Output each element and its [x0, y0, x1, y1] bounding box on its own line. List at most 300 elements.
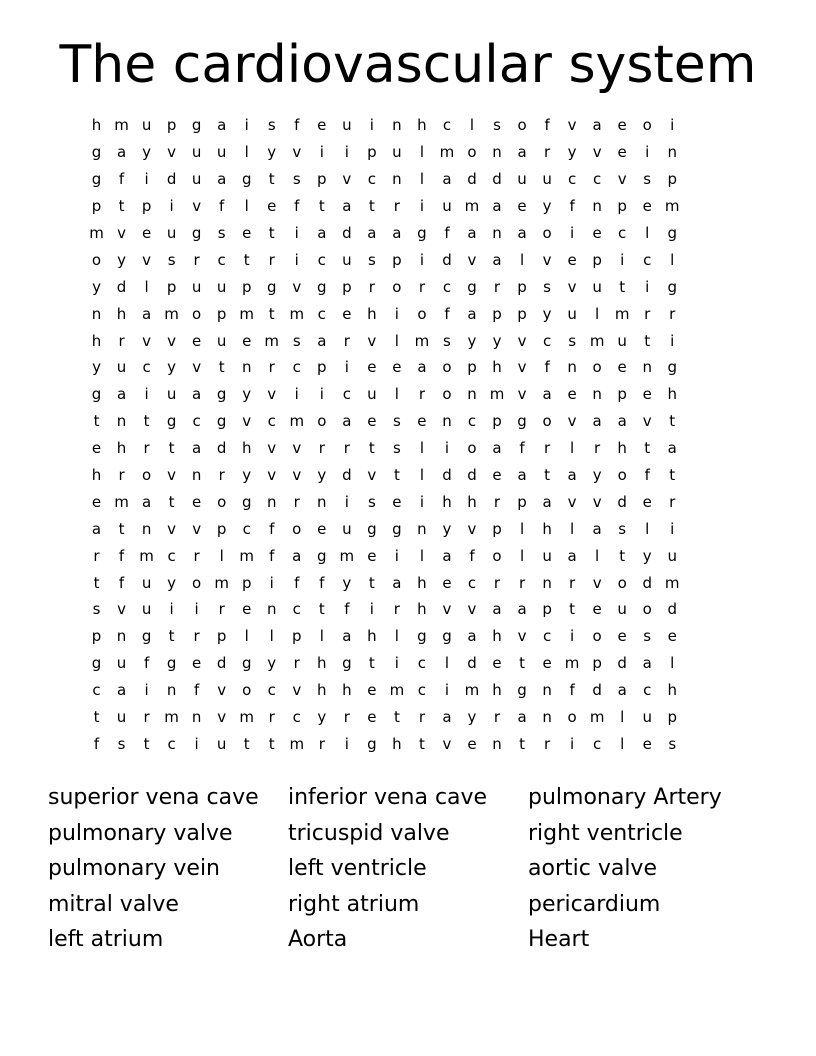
grid-cell: h — [492, 358, 502, 377]
grid-cell: c — [542, 627, 552, 646]
grid-cell: m — [89, 224, 104, 242]
grid-cell: f — [319, 573, 325, 592]
grid-cell: r — [393, 197, 400, 216]
grid-cell: r — [218, 466, 225, 485]
grid-cell: c — [267, 681, 276, 700]
grid-cell: v — [142, 250, 152, 269]
grid-cell: s — [217, 224, 226, 242]
grid-cell: v — [217, 708, 227, 727]
grid-cell: e — [642, 492, 652, 511]
grid-cell: p — [392, 250, 402, 269]
grid-cell: a — [217, 116, 227, 135]
grid-cell: c — [618, 224, 627, 242]
grid-cell: o — [642, 600, 652, 619]
grid-cell: c — [267, 412, 276, 431]
grid-cell: f — [444, 304, 450, 323]
grid-cell: v — [467, 519, 477, 538]
grid-cell: f — [569, 197, 575, 216]
grid-cell: n — [317, 492, 327, 511]
grid-cell: e — [367, 358, 377, 377]
grid-cell: y — [467, 331, 477, 350]
grid-cell: m — [289, 412, 305, 431]
grid-cell: r — [493, 573, 501, 592]
grid-row — [84, 677, 732, 704]
grid-cell: m — [239, 304, 255, 323]
grid-cell: v — [267, 466, 277, 485]
grid-cell: e — [317, 519, 327, 538]
grid-cell: i — [670, 116, 675, 135]
grid-cell: t — [243, 250, 250, 269]
grid-cell: s — [292, 331, 301, 350]
grid-cell: y — [342, 573, 352, 592]
grid-cell: h — [417, 573, 427, 592]
grid-cell: l — [595, 304, 600, 323]
grid-cell: v — [117, 600, 126, 619]
grid-cell: h — [317, 654, 327, 673]
grid-cell: i — [670, 519, 675, 538]
grid-cell: h — [542, 519, 552, 538]
grid-cell: i — [194, 600, 199, 619]
grid-cell: s — [167, 250, 176, 269]
grid-cell: a — [617, 681, 627, 700]
grid-cell: p — [216, 627, 227, 646]
grid-cell: h — [417, 600, 427, 619]
grid-cell: v — [567, 116, 577, 135]
grid-row — [84, 112, 732, 139]
grid-cell: a — [492, 439, 502, 458]
letter-grid — [84, 112, 732, 757]
grid-cell: g — [517, 681, 527, 700]
grid-cell: i — [670, 331, 675, 350]
grid-cell: r — [418, 277, 425, 296]
word-list-item: Heart — [528, 927, 590, 952]
grid-cell: f — [118, 170, 125, 189]
grid-cell: e — [91, 492, 102, 511]
grid-cell: d — [642, 573, 652, 592]
grid-cell: v — [467, 600, 477, 619]
word-list-item: inferior vena cave — [288, 785, 488, 810]
grid-cell: u — [542, 546, 552, 565]
grid-cell: a — [467, 224, 477, 242]
grid-cell: t — [143, 734, 150, 753]
grid-cell: d — [492, 170, 502, 189]
grid-cell: p — [492, 304, 502, 323]
grid-cell: l — [645, 519, 650, 538]
grid-cell: e — [492, 654, 502, 673]
grid-cell: t — [93, 573, 100, 592]
grid-cell: d — [116, 277, 127, 296]
grid-cell: g — [91, 654, 102, 673]
grid-cell: i — [369, 116, 374, 135]
grid-cell: h — [492, 681, 502, 700]
grid-cell: c — [467, 573, 477, 592]
grid-cell: d — [166, 170, 177, 189]
grid-cell: f — [294, 197, 300, 216]
grid-cell: r — [293, 492, 300, 511]
grid-cell: e — [617, 116, 627, 135]
grid-cell: m — [439, 143, 455, 162]
grid-cell: v — [592, 143, 602, 162]
grid-cell: g — [442, 627, 452, 646]
grid-cell: p — [667, 170, 677, 189]
grid-cell: u — [442, 197, 452, 216]
grid-cell: d — [467, 466, 477, 485]
grid-cell: h — [367, 304, 377, 323]
grid-cell: i — [294, 385, 299, 404]
grid-cell: h — [667, 385, 677, 404]
grid-cell: n — [442, 412, 452, 431]
grid-cell: s — [643, 170, 652, 189]
grid-cell: e — [617, 358, 627, 377]
grid-cell: c — [217, 250, 226, 269]
grid-cell: v — [617, 170, 627, 189]
grid-cell: l — [394, 627, 399, 646]
grid-cell: t — [544, 466, 551, 485]
grid-cell: o — [617, 573, 627, 592]
grid-cell: r — [543, 439, 551, 458]
grid-cell: v — [567, 412, 577, 431]
grid-cell: u — [617, 600, 627, 619]
grid-cell: l — [469, 116, 475, 135]
grid-cell: s — [493, 116, 501, 135]
grid-cell: n — [492, 734, 502, 753]
grid-cell: u — [116, 708, 127, 727]
grid-cell: t — [118, 519, 125, 538]
grid-cell: e — [567, 250, 577, 269]
grid-cell: a — [667, 439, 677, 458]
word-list-item: tricuspid valve — [288, 820, 450, 846]
grid-cell: e — [467, 734, 477, 753]
grid-cell: a — [592, 412, 602, 431]
grid-cell: m — [389, 681, 405, 700]
grid-cell: e — [417, 412, 427, 431]
grid-cell: t — [569, 600, 576, 619]
grid-cell: a — [517, 708, 527, 727]
grid-cell: m — [164, 708, 179, 727]
grid-cell: d — [216, 654, 227, 673]
grid-cell: c — [167, 734, 176, 753]
grid-cell: c — [292, 708, 301, 727]
grid-cell: t — [393, 708, 400, 727]
grid-cell: r — [318, 439, 325, 458]
grid-cell: o — [192, 304, 202, 323]
grid-cell: p — [517, 277, 527, 296]
grid-cell: t — [619, 277, 626, 296]
grid-cell: a — [517, 143, 527, 162]
grid-cell: p — [241, 277, 252, 296]
grid-cell: c — [567, 170, 577, 189]
grid-cell: n — [542, 681, 552, 700]
grid-cell: v — [442, 734, 452, 753]
grid-cell: p — [91, 197, 102, 216]
grid-cell: l — [269, 627, 274, 646]
grid-row — [84, 327, 732, 354]
grid-cell: r — [268, 250, 275, 269]
grid-cell: r — [143, 708, 150, 727]
grid-cell: g — [367, 519, 377, 538]
grid-cell: r — [493, 708, 501, 727]
grid-cell: s — [443, 331, 451, 350]
grid-cell: r — [569, 573, 576, 592]
grid-cell: m — [464, 681, 480, 700]
grid-cell: g — [317, 277, 327, 296]
grid-cell: d — [617, 492, 627, 511]
grid-cell: v — [467, 250, 477, 269]
grid-cell: m — [214, 573, 229, 592]
grid-cell: r — [493, 277, 501, 296]
grid-cell: n — [542, 708, 552, 727]
grid-cell: l — [319, 627, 324, 646]
grid-cell: h — [417, 116, 427, 135]
grid-cell: y — [567, 143, 577, 162]
grid-cell: c — [593, 734, 602, 753]
grid-cell: v — [567, 277, 577, 296]
grid-cell: v — [592, 492, 602, 511]
grid-cell: s — [392, 439, 401, 458]
grid-cell: h — [342, 681, 352, 700]
grid-cell: t — [519, 734, 525, 753]
grid-cell: t — [118, 197, 125, 216]
grid-cell: t — [644, 331, 651, 350]
grid-cell: h — [91, 466, 102, 485]
grid-cell: l — [620, 734, 625, 753]
grid-row — [84, 623, 732, 650]
grid-cell: e — [442, 573, 452, 592]
grid-cell: g — [667, 358, 677, 377]
grid-cell: a — [292, 546, 302, 565]
grid-cell: p — [166, 277, 177, 296]
grid-cell: g — [91, 170, 102, 189]
grid-cell: g — [266, 277, 277, 296]
grid-cell: v — [167, 143, 177, 162]
grid-row — [84, 246, 732, 273]
grid-cell: l — [419, 439, 424, 458]
grid-cell: n — [116, 412, 127, 431]
grid-cell: s — [392, 412, 401, 431]
grid-cell: f — [344, 600, 350, 619]
grid-cell: i — [645, 277, 650, 296]
grid-cell: e — [592, 224, 602, 242]
grid-cell: a — [141, 304, 152, 323]
grid-cell: v — [442, 600, 452, 619]
grid-cell: n — [241, 358, 252, 377]
grid-cell: r — [518, 573, 526, 592]
word-list-item: superior vena cave — [48, 785, 259, 810]
grid-cell: u — [567, 304, 577, 323]
grid-cell: p — [592, 250, 602, 269]
grid-cell: v — [367, 331, 377, 350]
grid-cell: v — [167, 519, 177, 538]
grid-cell: e — [192, 492, 202, 511]
grid-cell: e — [592, 600, 602, 619]
grid-cell: e — [517, 197, 527, 216]
grid-cell: l — [394, 331, 399, 350]
grid-cell: t — [218, 358, 225, 377]
grid-cell: u — [216, 331, 227, 350]
grid-cell: l — [394, 385, 399, 404]
grid-cell: t — [318, 197, 325, 216]
grid-cell: e — [192, 331, 202, 350]
grid-cell: s — [643, 627, 652, 646]
grid-cell: s — [267, 116, 276, 135]
grid-cell: d — [617, 654, 627, 673]
grid-cell: u — [116, 654, 127, 673]
grid-cell: v — [292, 277, 302, 296]
grid-cell: a — [392, 224, 402, 242]
grid-cell: m — [289, 304, 305, 323]
grid-row — [84, 381, 732, 408]
grid-cell: o — [567, 708, 577, 727]
grid-cell: o — [292, 519, 302, 538]
grid-row — [84, 354, 732, 381]
grid-cell: e — [91, 439, 102, 458]
grid-cell: r — [293, 654, 300, 673]
grid-row — [84, 462, 732, 489]
grid-cell: o — [91, 250, 102, 269]
grid-cell: g — [241, 170, 252, 189]
grid-cell: e — [542, 654, 552, 673]
grid-cell: r — [93, 546, 100, 565]
grid-cell: o — [467, 143, 477, 162]
grid-cell: o — [392, 277, 402, 296]
grid-cell: s — [568, 331, 577, 350]
word-list-item: right ventricle — [528, 820, 683, 846]
grid-row — [84, 166, 732, 193]
grid-cell: p — [241, 573, 252, 592]
grid-cell: o — [417, 304, 427, 323]
grid-cell: v — [142, 331, 152, 350]
grid-cell: a — [116, 143, 127, 162]
grid-cell: s — [543, 277, 551, 296]
grid-cell: y — [492, 331, 502, 350]
grid-cell: a — [192, 385, 202, 404]
grid-cell: o — [542, 412, 552, 431]
grid-cell: v — [167, 466, 177, 485]
grid-cell: t — [368, 197, 375, 216]
grid-cell: e — [667, 627, 677, 646]
grid-cell: i — [169, 197, 174, 216]
grid-cell: p — [617, 197, 627, 216]
grid-cell: a — [567, 466, 577, 485]
grid-cell: f — [93, 734, 100, 753]
grid-row — [84, 139, 732, 166]
grid-cell: y — [142, 143, 152, 162]
grid-cell: e — [367, 708, 377, 727]
grid-cell: r — [669, 492, 676, 511]
grid-cell: d — [442, 466, 452, 485]
grid-cell: v — [167, 331, 177, 350]
grid-cell: e — [367, 681, 377, 700]
grid-cell: h — [116, 304, 127, 323]
grid-cell: v — [517, 627, 527, 646]
grid-cell: g — [417, 224, 427, 242]
grid-cell: c — [342, 385, 351, 404]
grid-cell: v — [267, 439, 277, 458]
grid-cell: h — [442, 492, 452, 511]
grid-cell: o — [542, 224, 552, 242]
grid-cell: c — [417, 654, 427, 673]
grid-cell: t — [619, 546, 626, 565]
grid-cell: c — [317, 304, 326, 323]
grid-cell: s — [92, 600, 101, 619]
grid-cell: u — [342, 250, 352, 269]
grid-cell: g — [216, 385, 227, 404]
grid-cell: p — [317, 170, 327, 189]
grid-cell: p — [492, 519, 502, 538]
grid-cell: g — [166, 412, 177, 431]
grid-cell: i — [369, 600, 374, 619]
grid-cell: u — [667, 546, 677, 565]
grid-cell: e — [342, 304, 352, 323]
grid-cell: l — [419, 143, 424, 162]
grid-cell: m — [614, 304, 630, 323]
grid-cell: p — [492, 412, 502, 431]
grid-cell: g — [241, 654, 252, 673]
grid-cell: c — [292, 600, 301, 619]
grid-row — [84, 515, 732, 542]
grid-cell: m — [589, 331, 605, 350]
grid-cell: a — [192, 439, 202, 458]
grid-cell: i — [294, 250, 299, 269]
grid-cell: i — [344, 143, 349, 162]
grid-cell: i — [294, 224, 299, 242]
grid-cell: y — [592, 466, 602, 485]
grid-cell: g — [667, 277, 677, 296]
grid-cell: u — [392, 143, 402, 162]
grid-cell: e — [492, 466, 502, 485]
grid-cell: h — [617, 439, 627, 458]
grid-cell: n — [191, 466, 202, 485]
grid-cell: e — [642, 197, 652, 216]
grid-cell: c — [542, 331, 552, 350]
grid-cell: a — [467, 627, 477, 646]
grid-cell: n — [91, 304, 102, 323]
grid-cell: t — [143, 412, 150, 431]
grid-cell: o — [442, 358, 452, 377]
grid-cell: a — [91, 519, 102, 538]
grid-cell: i — [444, 439, 450, 458]
grid-cell: c — [442, 116, 452, 135]
grid-cell: m — [164, 304, 179, 323]
grid-cell: m — [339, 546, 355, 565]
grid-cell: e — [192, 654, 202, 673]
grid-cell: i — [394, 304, 399, 323]
grid-cell: c — [467, 412, 477, 431]
grid-cell: r — [343, 708, 350, 727]
grid-cell: e — [242, 224, 252, 242]
grid-cell: f — [269, 519, 275, 538]
grid-cell: r — [368, 277, 375, 296]
grid-cell: s — [117, 734, 126, 753]
word-list-item: left atrium — [48, 927, 164, 952]
grid-cell: i — [144, 170, 149, 189]
grid-cell: a — [517, 224, 527, 242]
grid-cell: n — [417, 519, 427, 538]
grid-cell: v — [342, 170, 352, 189]
grid-cell: p — [317, 358, 327, 377]
grid-cell: u — [191, 170, 202, 189]
grid-cell: g — [141, 627, 152, 646]
grid-cell: i — [319, 143, 324, 162]
grid-cell: i — [394, 546, 399, 565]
grid-row — [84, 650, 732, 677]
grid-cell: d — [667, 600, 677, 619]
grid-cell: p — [292, 627, 302, 646]
grid-cell: i — [269, 573, 274, 592]
grid-cell: y — [317, 708, 327, 727]
grid-cell: t — [168, 627, 175, 646]
grid-cell: r — [418, 708, 425, 727]
